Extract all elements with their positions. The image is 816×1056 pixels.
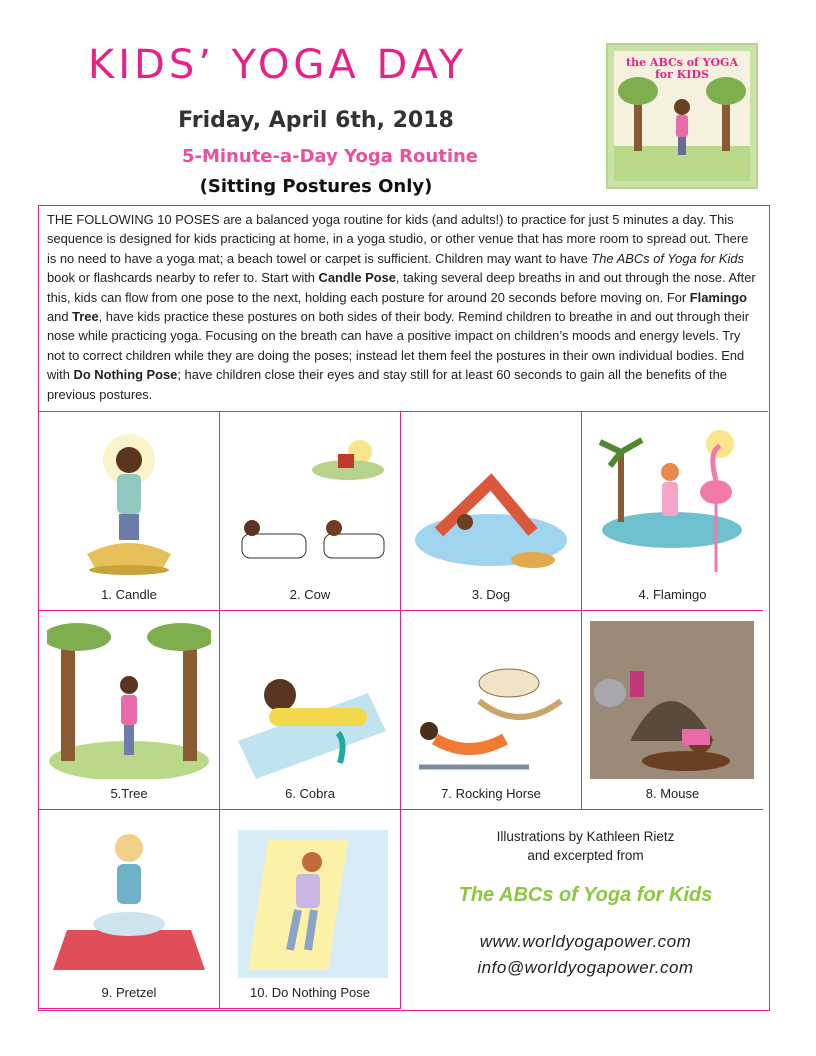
routine-subtitle: (Sitting Postures Only) [199,176,433,197]
flamingo-pose-illustration [590,422,754,580]
intro-text-6: ; have children close their eyes and stay still for at least 60 seconds to gain all the benefits of the previous postures. [47,367,727,402]
pose-card-tree [39,611,220,810]
credits-excerpt: and excerpted from [527,848,644,863]
pose-card-do-nothing [220,810,401,1009]
email-link[interactable]: info@worldyogapower.com [477,958,694,977]
event-date: Friday, April 6th, 2018 [178,108,454,133]
pretzel-pose-illustration [47,820,211,978]
pose-label: 2. Cow [289,587,331,602]
intro-text-4: and [47,309,73,325]
do-nothing-pose-illustration [228,820,392,978]
pose-label: 9. Pretzel [101,985,157,1000]
credits-section [403,806,768,1006]
pose-label: 3. Dog [471,587,511,602]
pose-label: 1. Candle [101,587,157,602]
intro-text-5: , have kids practice these postures on both sides of their body. Remind children to breathe in and out through their nose while practicing yoga. Focusing on the breath can have a positive impact on children’s moods and energy levels. Try not to correct children while they are doing the poses; instead let them feel the postures in their own individual bodies. End with [47,309,750,383]
book-cover-title [614,57,750,81]
pose-card-flamingo [582,412,763,611]
intro-text-3: , taking several deep breaths in and out through the nose. After this, kids can flow from one pose to the next, holding each posture for around 20 seconds before moving on. For [47,270,756,305]
book-cover-image [606,43,758,189]
intro-book-title: The ABCs of Yoga for Kids [591,250,744,266]
cobra-pose-illustration [228,621,392,779]
pose-card-pretzel [39,810,220,1009]
candle-pose-illustration [47,422,211,580]
page-title: KIDS’ YOGA DAY [88,42,468,88]
book-cover-title-line1: the ABCs of YOGA [626,56,738,69]
rocking-horse-pose-illustration [409,621,573,779]
credits-book-title: The ABCs of Yoga for Kids [458,884,713,906]
intro-flamingo: Flamingo [689,289,748,305]
cow-pose-illustration [228,422,392,580]
intro-candle-pose: Candle Pose [318,270,396,286]
pose-card-mouse [582,611,763,810]
pose-card-candle [39,412,220,611]
pose-label: 8. Mouse [645,786,700,801]
pose-card-cobra [220,611,401,810]
website-link[interactable]: www.worldyogapower.com [479,932,692,951]
routine-frame [38,205,770,1011]
intro-text-1: THE FOLLOWING 10 POSES are a balanced yoga routine for kids (and adults!) to practice for just 5 minutes a day. This sequence is designed for kids practicing at home, in a yoga studio, or other venue that has more room to spread out. There is no need to have a yoga mat; a beach towel or carpet is sufficient. Children may want to have [47,212,749,266]
pose-card-cow [220,412,401,611]
pose-label: 5.Tree [110,786,148,801]
dog-pose-illustration [409,422,573,580]
intro-do-nothing-pose: Do Nothing Pose [73,367,178,383]
book-cover-art [614,51,750,181]
header [0,0,816,205]
routine-title: 5-Minute-a-Day Yoga Routine [181,146,479,167]
pose-card-rocking-horse [401,611,582,810]
intro-text-2: book or flashcards nearby to refer to. Start with [47,270,319,286]
pose-label: 4. Flamingo [638,587,707,602]
credits-illustrator: Illustrations by Kathleen Rietz [496,829,675,844]
intro-paragraph [39,206,768,412]
pose-label: 10. Do Nothing Pose [250,985,370,1000]
intro-tree: Tree [72,309,99,325]
tree-pose-illustration [47,621,211,779]
pose-label: 7. Rocking Horse [441,786,541,801]
pose-card-dog [401,412,582,611]
book-cover-title-line2: for KIDS [655,68,709,81]
pose-label: 6. Cobra [285,786,335,801]
mouse-pose-illustration [590,621,754,779]
